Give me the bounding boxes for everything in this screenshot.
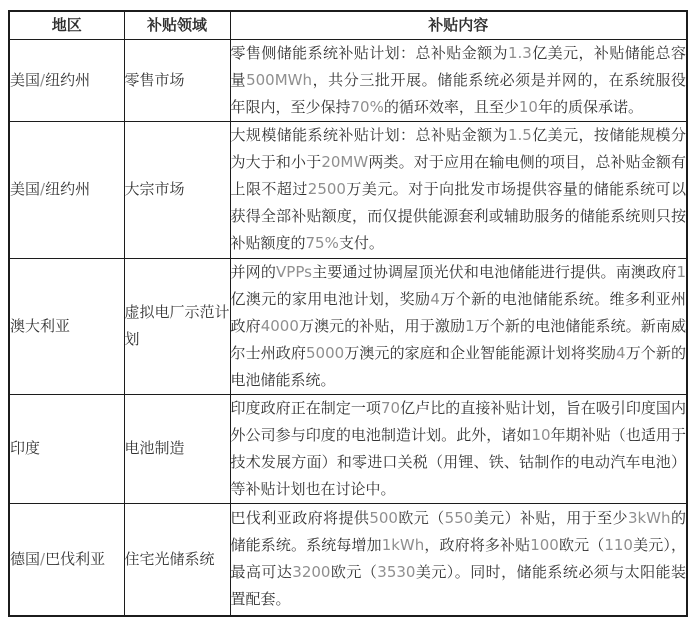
region-cell: 美国/纽约州 xyxy=(9,39,124,121)
field-cell: 电池制造 xyxy=(124,394,230,503)
latin-text: 10 xyxy=(518,97,538,116)
region-cell: 美国/纽约州 xyxy=(9,121,124,258)
latin-text: 70 xyxy=(380,398,401,417)
header-row xyxy=(9,11,687,39)
latin-text: 4 xyxy=(430,289,440,308)
table-row xyxy=(9,258,687,394)
table-body xyxy=(9,39,687,616)
table-row xyxy=(9,39,687,121)
latin-text: 4 xyxy=(616,343,626,362)
region-cell: 德国/巴伐利亚 xyxy=(9,503,124,616)
content-cell: 并网的VPPs主要通过协调屋顶光伏和电池储能进行提供。南澳政府1亿澳元的家用电池计划，奖励4万个新的电池储能系统。维多利亚州政府4000万澳元的补贴，用于激励1万个新的电池储能系统。新南威尔士州政府5000万澳元的家庭和企业智能能源计划将奖励4万个新的电池储能系统。 xyxy=(230,258,687,394)
latin-text: 500MWh xyxy=(246,70,313,89)
latin-text: / xyxy=(40,70,46,89)
table-header xyxy=(9,11,687,39)
latin-text: 70% xyxy=(350,97,384,116)
table-row xyxy=(9,503,687,616)
latin-text: 1.3 xyxy=(507,43,532,62)
region-cell: 印度 xyxy=(9,394,124,503)
header-content: 补贴内容 xyxy=(230,11,687,39)
content-cell: 印度政府正在制定一项70亿卢比的直接补贴计划，旨在吸引印度国内外公司参与印度的电池制造计划。此外，诸如10年期补贴（也适用于技术发展方面）和零进口关税（用锂、铁、钴制作的电动汽车电池）等补贴计划也在讨论中。 xyxy=(230,394,687,503)
subsidy-table xyxy=(8,10,688,617)
content-cell: 巴伐利亚政府将提供500欧元（550美元）补贴，用于至少3kWh的储能系统。系统每增加1kWh，政府将多补贴100欧元（110美元），最高可达3200欧元（3530美元）。同时，储能系统必须与太阳能装置配套。 xyxy=(230,503,687,616)
header-field: 补贴领域 xyxy=(124,11,230,39)
latin-text: 3200 xyxy=(292,563,331,582)
latin-text: 500 xyxy=(369,509,398,528)
latin-text: 100 xyxy=(530,536,559,555)
header-region: 地区 xyxy=(9,11,124,39)
field-cell: 虚拟电厂示范计划 xyxy=(124,258,230,394)
latin-text: 1 xyxy=(676,262,686,281)
latin-text: 1 xyxy=(465,316,475,335)
latin-text: 550 xyxy=(444,509,474,528)
latin-text: 75% xyxy=(305,234,339,252)
latin-text: 10 xyxy=(531,425,551,444)
content-cell: 大规模储能系统补贴计划：总补贴金额为1.5亿美元，按储能规模分为大于和小于20MW两类。对于应用在输电侧的项目，总补贴金额有上限不超过2500万美元。对于向批发市场提供容量的储能系统可以获得全部补贴额度，而仅提供能源套利或辅助服务的储能系统则只按补贴额度的75%支付。 xyxy=(230,121,687,258)
field-cell: 大宗市场 xyxy=(124,121,230,258)
latin-text: 3kWh xyxy=(627,509,671,528)
latin-text: 110 xyxy=(604,536,633,555)
latin-text: 4000 xyxy=(260,316,299,335)
table-row xyxy=(9,394,687,503)
content-cell: 零售侧储能系统补贴计划：总补贴金额为1.3亿美元，补贴储能总容量500MWh，共分三批开展。储能系统必须是并网的，在系统服役年限内，至少保持70%的循环效率，且至少10年的质保承诺。 xyxy=(230,39,687,121)
latin-text: 5000 xyxy=(306,343,345,362)
latin-text: 20MW xyxy=(321,153,369,171)
latin-text: 2500 xyxy=(307,180,346,198)
latin-text: 1kWh xyxy=(381,536,425,555)
field-cell: 住宅光储系统 xyxy=(124,503,230,616)
table-row xyxy=(9,121,687,258)
latin-text: 1.5 xyxy=(507,126,532,144)
latin-text: 3530 xyxy=(377,563,416,582)
region-cell: 澳大利亚 xyxy=(9,258,124,394)
field-cell: 零售市场 xyxy=(124,39,230,121)
latin-text: / xyxy=(40,549,46,568)
latin-text: / xyxy=(40,180,46,198)
latin-text: VPPs xyxy=(276,262,312,281)
